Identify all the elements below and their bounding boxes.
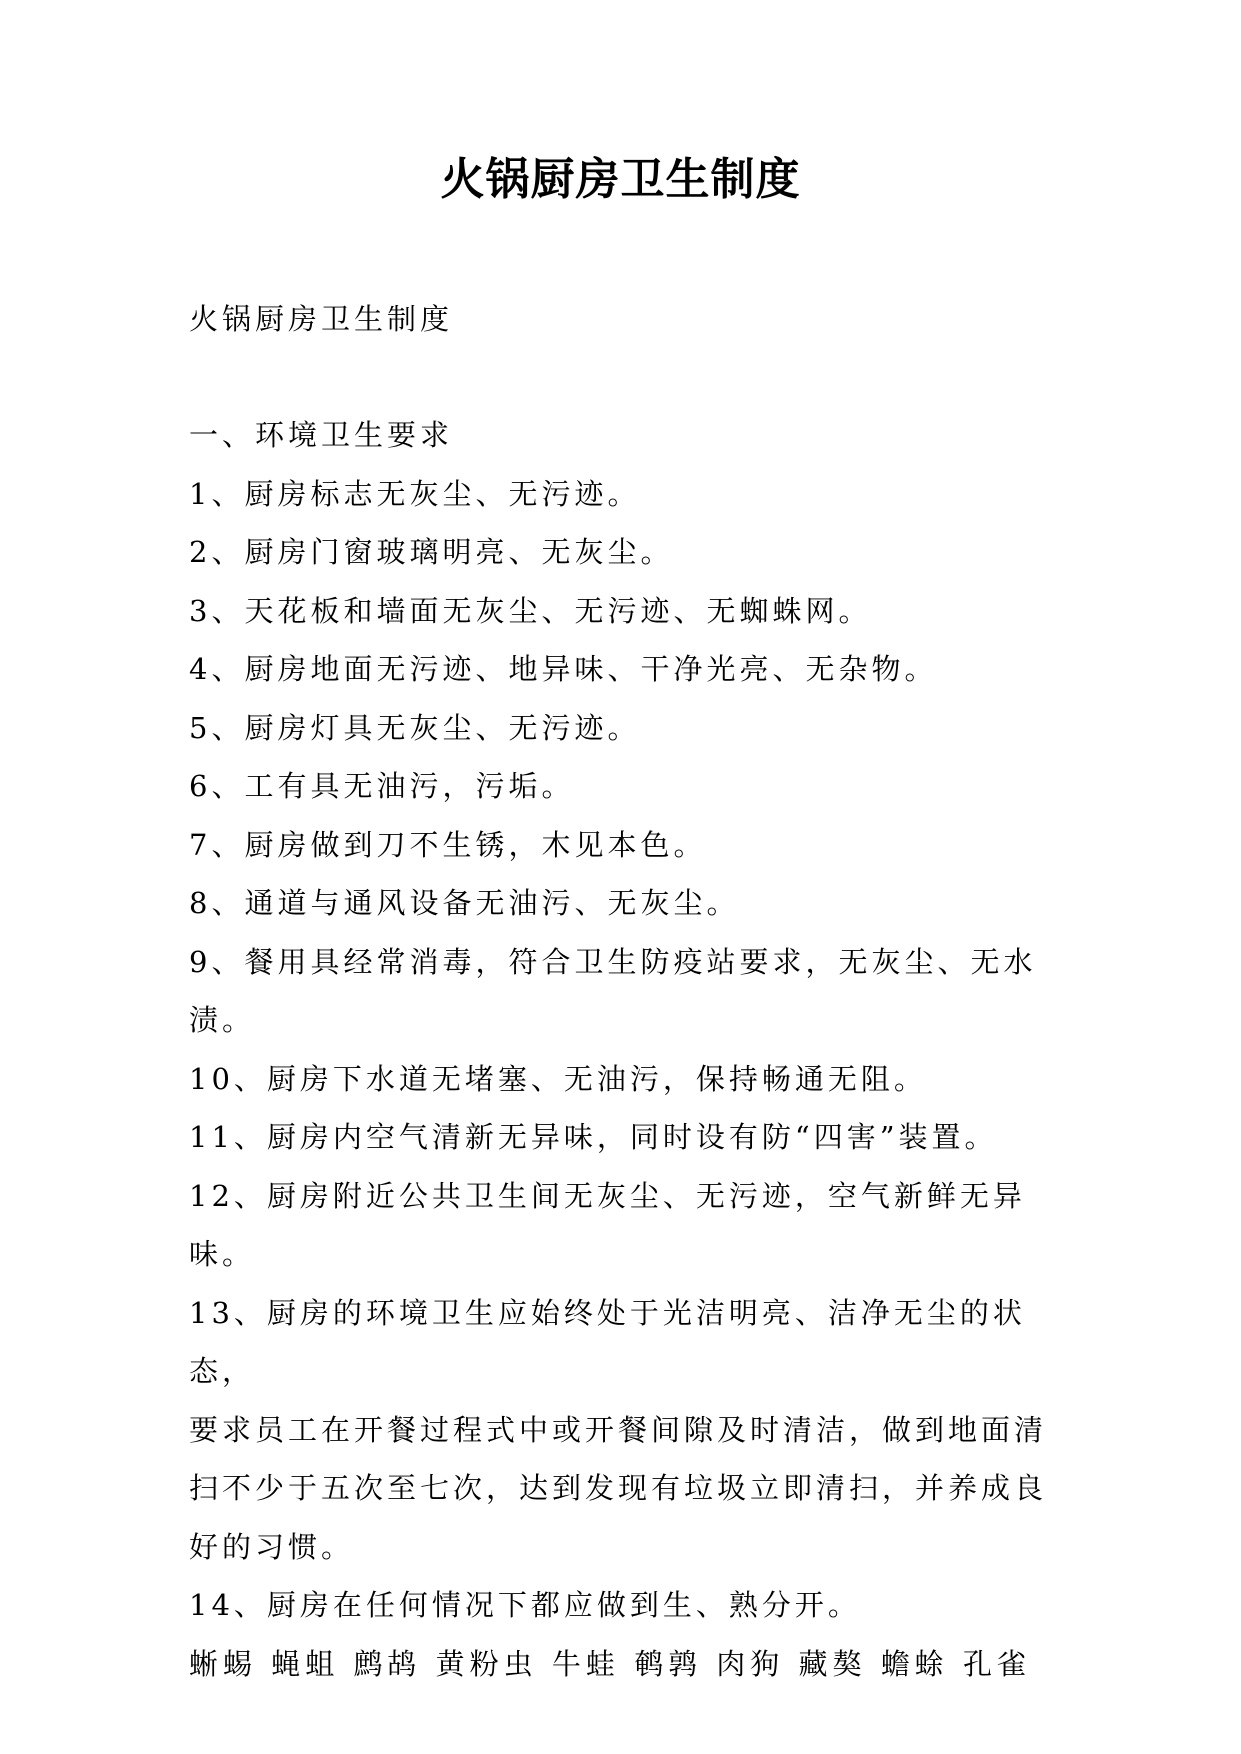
paragraph-line: 要求员工在开餐过程式中或开餐间隙及时清洁，做到地面清	[189, 1412, 1048, 1447]
paragraph-line: 14、厨房在任何情况下都应做到生、熟分开。	[189, 1588, 861, 1622]
paragraph-line: 扫不少于五次至七次，达到发现有垃圾立即清扫，并养成良	[189, 1471, 1048, 1505]
paragraph-line: 11、厨房内空气清新无异味，同时设有防“四害”装置。	[189, 1120, 998, 1154]
paragraph-line: 7、厨房做到刀不生锈，木见本色。	[189, 827, 707, 862]
paragraph-line: 5、厨房灯具无灰尘、无污迹。	[189, 710, 641, 745]
document-subtitle: 火锅厨房卫生制度	[189, 302, 454, 336]
section-heading: 一、环境卫生要求	[189, 418, 454, 452]
paragraph-line: 8、通道与通风设备无油污、无灰尘。	[189, 886, 740, 920]
paragraph-line: 12、厨房附近公共卫生间无灰尘、无污迹，空气新鲜无异味。	[189, 1178, 1026, 1271]
paragraph-line: 13、厨房的环境卫生应始终处于光洁明亮、洁净无尘的状态，	[189, 1295, 1026, 1388]
paragraph-line: 1、厨房标志无灰尘、无污迹。	[189, 476, 641, 511]
paragraph-line: 6、工有具无油污，污垢。	[189, 769, 575, 803]
blank-line	[189, 348, 1059, 406]
word-row: 蜥蜴 蝇蛆 鹧鸪 黄粉虫 牛蛙 鹌鹑 肉狗 藏獒 蟾蜍 孔雀	[189, 1646, 1031, 1681]
paragraph-line: 2、厨房门窗玻璃明亮、无灰尘。	[189, 535, 674, 569]
document-body	[189, 290, 1059, 1693]
paragraph-line: 3、天花板和墙面无灰尘、无污迹、无蜘蛛网。	[189, 593, 872, 628]
paragraph-line: 渍。	[189, 1003, 256, 1037]
paragraph-line: 4、厨房地面无污迹、地异味、干净光亮、无杂物。	[189, 652, 938, 686]
paragraph-line: 9、餐用具经常消毒，符合卫生防疫站要求，无灰尘、无水	[189, 944, 1037, 979]
paragraph-line: 10、厨房下水道无堵塞、无油污，保持畅通无阻。	[189, 1061, 927, 1096]
document-title: 火锅厨房卫生制度	[440, 154, 801, 205]
paragraph-line: 好的习惯。	[189, 1529, 355, 1564]
